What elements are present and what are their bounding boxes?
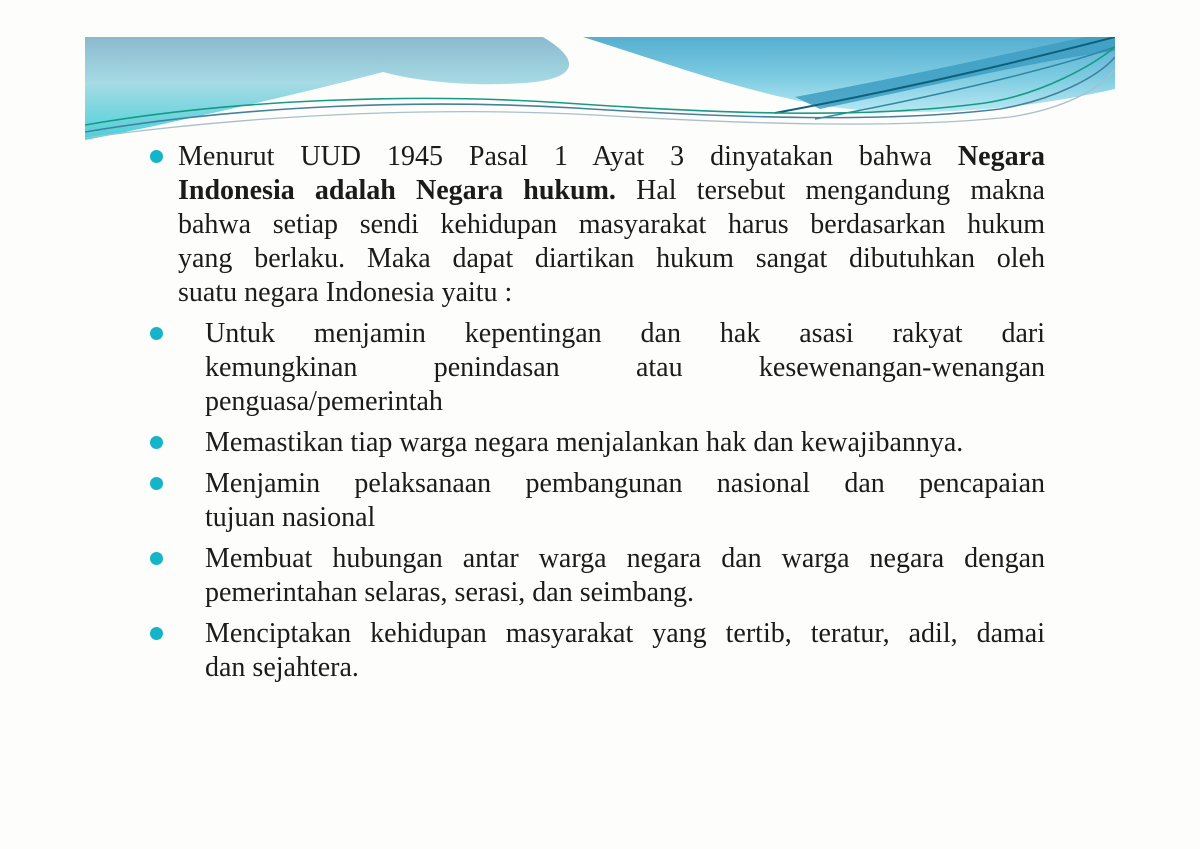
text-segment: suatu negara Indonesia yaitu : (178, 277, 513, 308)
text-line (178, 276, 1045, 310)
bold-text-segment: Negara (957, 141, 1045, 172)
text-segment: penguasa/pemerintah (205, 386, 443, 417)
text-line (178, 174, 1045, 208)
text-segment: kemungkinan penindasan atau kesewenangan-wenangan (205, 352, 1045, 383)
bullet-icon (150, 552, 163, 565)
wave-left-region (85, 37, 569, 140)
text-segment: dan sejahtera. (205, 652, 359, 683)
bullet-list (145, 140, 1045, 685)
text-segment: pemerintahan selaras, serasi, dan seimbang. (205, 577, 695, 608)
bold-text-segment: Indonesia adalah Negara hukum. (178, 175, 616, 206)
bullet-icon (150, 627, 163, 640)
text-line (205, 467, 1045, 501)
list-item (145, 542, 1045, 610)
list-item (145, 467, 1045, 535)
bullet-icon (150, 150, 163, 163)
text-segment: yang berlaku. Maka dapat diartikan hukum sangat dibutuhkan oleh (178, 243, 1045, 274)
list-item (145, 426, 1045, 460)
text-line (178, 242, 1045, 276)
text-segment: Hal tersebut mengandung makna (615, 175, 1045, 206)
text-line (178, 208, 1045, 242)
text-segment: tujuan nasional (205, 502, 376, 533)
list-item (145, 317, 1045, 419)
text-line (205, 426, 1045, 460)
text-line (205, 542, 1045, 576)
bullet-icon (150, 436, 163, 449)
text-line (205, 351, 1045, 385)
wave-decoration (85, 37, 1115, 149)
text-line (178, 140, 1045, 174)
text-segment: Menurut UUD 1945 Pasal 1 Ayat 3 dinyatakan bahwa (178, 141, 958, 172)
text-segment: Menjamin pelaksanaan pembangunan nasional dan pencapaian (205, 468, 1045, 499)
text-line (205, 501, 1045, 535)
text-line (205, 576, 1045, 610)
text-line (205, 651, 1045, 685)
text-segment: Untuk menjamin kepentingan dan hak asasi rakyat dari (205, 318, 1045, 349)
text-segment: Memastikan tiap warga negara menjalankan hak dan kewajibannya. (205, 427, 964, 458)
list-item (145, 140, 1045, 310)
bullet-icon (150, 327, 163, 340)
text-line (205, 617, 1045, 651)
text-segment: Menciptakan kehidupan masyarakat yang tertib, teratur, adil, damai (205, 618, 1045, 649)
list-item (145, 617, 1045, 685)
text-segment: bahwa setiap sendi kehidupan masyarakat harus berdasarkan hukum (178, 209, 1045, 240)
text-line (205, 317, 1045, 351)
text-segment: Membuat hubungan antar warga negara dan warga negara dengan (205, 543, 1045, 574)
bullet-icon (150, 477, 163, 490)
text-line (205, 385, 1045, 419)
